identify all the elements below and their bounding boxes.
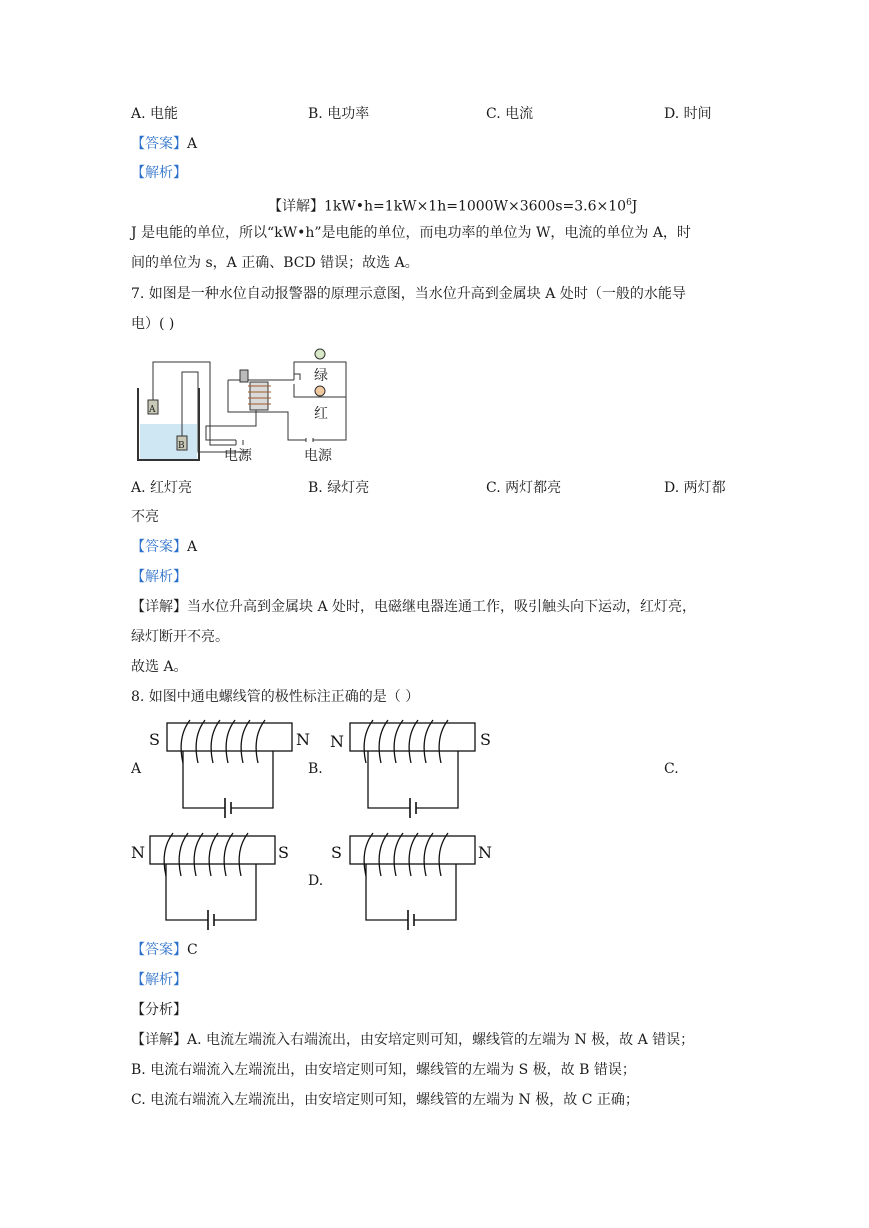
spring: [240, 370, 248, 382]
label-red: 红: [314, 406, 328, 422]
q6-answer: [131, 134, 197, 154]
q6-option-b: B. 电功率: [308, 106, 370, 122]
q6-explain-line2: 间的单位为 s，A 正确、BCD 错误；故选 A。: [131, 255, 419, 271]
q8-figure-d: [328, 826, 498, 930]
detail-formula: 1kW•h=1kW×1h=1000W×3600s=3.6×10: [324, 198, 627, 215]
green-lamp: [315, 349, 325, 359]
detail-unit: J: [631, 198, 638, 215]
pole-left: S: [331, 843, 342, 862]
q8-fenxi-label: 【分析】: [131, 1002, 187, 1018]
detail-text: A. 电流左端流入右端流出，由安培定则可知，螺线管的左端为 N 极，故 A 错误；: [187, 1032, 695, 1048]
q7-option-b: B. 绿灯亮: [308, 480, 370, 496]
answer-label: 【答案】: [131, 136, 187, 152]
q6-detail: [268, 193, 637, 217]
q8-detail-a: [131, 1030, 694, 1050]
answer-value: A: [187, 136, 198, 152]
label-b: B: [178, 441, 185, 451]
detail-exponent: 6: [626, 198, 632, 208]
q6-option-a: A. 电能: [131, 106, 179, 122]
detail-label: 【详解】: [131, 1032, 187, 1048]
answer-value: A: [187, 539, 198, 555]
answer-value: C: [187, 942, 198, 958]
detail-label: 【详解】: [268, 198, 324, 215]
q7-option-d-wrap: 不亮: [131, 509, 159, 525]
q7-alarm-diagram: [128, 342, 358, 466]
label-power-1: 电源: [224, 448, 252, 464]
q7-option-d: D. 两灯都: [664, 480, 726, 496]
label-power-2: 电源: [304, 448, 332, 464]
pole-right: N: [478, 843, 492, 862]
pole-left: N: [131, 843, 145, 862]
q8-label-c: C.: [664, 761, 679, 777]
q6-analysis-label: 【解析】: [131, 165, 187, 181]
q8-analysis-label: 【解析】: [131, 972, 187, 988]
answer-label: 【答案】: [131, 539, 187, 555]
q8-figure-b: [328, 716, 498, 818]
q8-detail-c: C. 电流右端流入左端流出，由安培定则可知，螺线管的左端为 N 极，故 C 正确；: [131, 1092, 639, 1108]
q7-stem-line2: 电）( ): [131, 316, 175, 332]
label-a: A: [149, 405, 156, 415]
q7-stem-line1: 7. 如图是一种水位自动报警器的原理示意图，当水位升高到金属块 A 处时（一般的水能导: [131, 286, 686, 302]
q7-option-c: C. 两灯都亮: [486, 480, 562, 496]
detail-text: 当水位升高到金属块 A 处时，电磁继电器连通工作，吸引触头向下运动，红灯亮，: [187, 599, 697, 615]
red-lamp: [315, 386, 325, 396]
water: [140, 424, 197, 459]
q6-option-d: D. 时间: [664, 106, 712, 122]
q8-detail-b: B. 电流右端流入左端流出，由安培定则可知，螺线管的左端为 S 极，故 B 错误；: [131, 1062, 636, 1078]
detail-label: 【详解】: [131, 599, 187, 615]
q6-option-c: C. 电流: [486, 106, 534, 122]
q7-conclusion: 故选 A。: [131, 659, 188, 675]
pole-left: N: [330, 732, 344, 751]
answer-label: 【答案】: [131, 942, 187, 958]
q8-stem: 8. 如图中通电螺线管的极性标注正确的是（ ）: [131, 689, 420, 705]
q8-label-d: D.: [308, 873, 324, 889]
q7-detail-line2: 绿灯断开不亮。: [131, 629, 229, 645]
q8-figure-c: [128, 826, 298, 930]
q8-answer: [131, 940, 198, 960]
q7-analysis-label: 【解析】: [131, 569, 187, 585]
q7-detail-line1: [131, 597, 696, 617]
label-green: 绿: [314, 368, 328, 384]
q8-label-b: B.: [308, 761, 323, 777]
pole-right: N: [296, 730, 310, 749]
pole-right: S: [480, 730, 491, 749]
pole-right: S: [278, 843, 289, 862]
q6-explain-line1: J 是电能的单位，所以“kW•h”是电能的单位，而电功率的单位为 W，电流的单位为 A，时: [131, 225, 691, 241]
q8-label-a: A: [131, 761, 142, 777]
pole-left: S: [149, 730, 160, 749]
q7-option-a: A. 红灯亮: [131, 480, 193, 496]
q7-answer: [131, 537, 197, 557]
q8-figure-a: [145, 716, 315, 818]
